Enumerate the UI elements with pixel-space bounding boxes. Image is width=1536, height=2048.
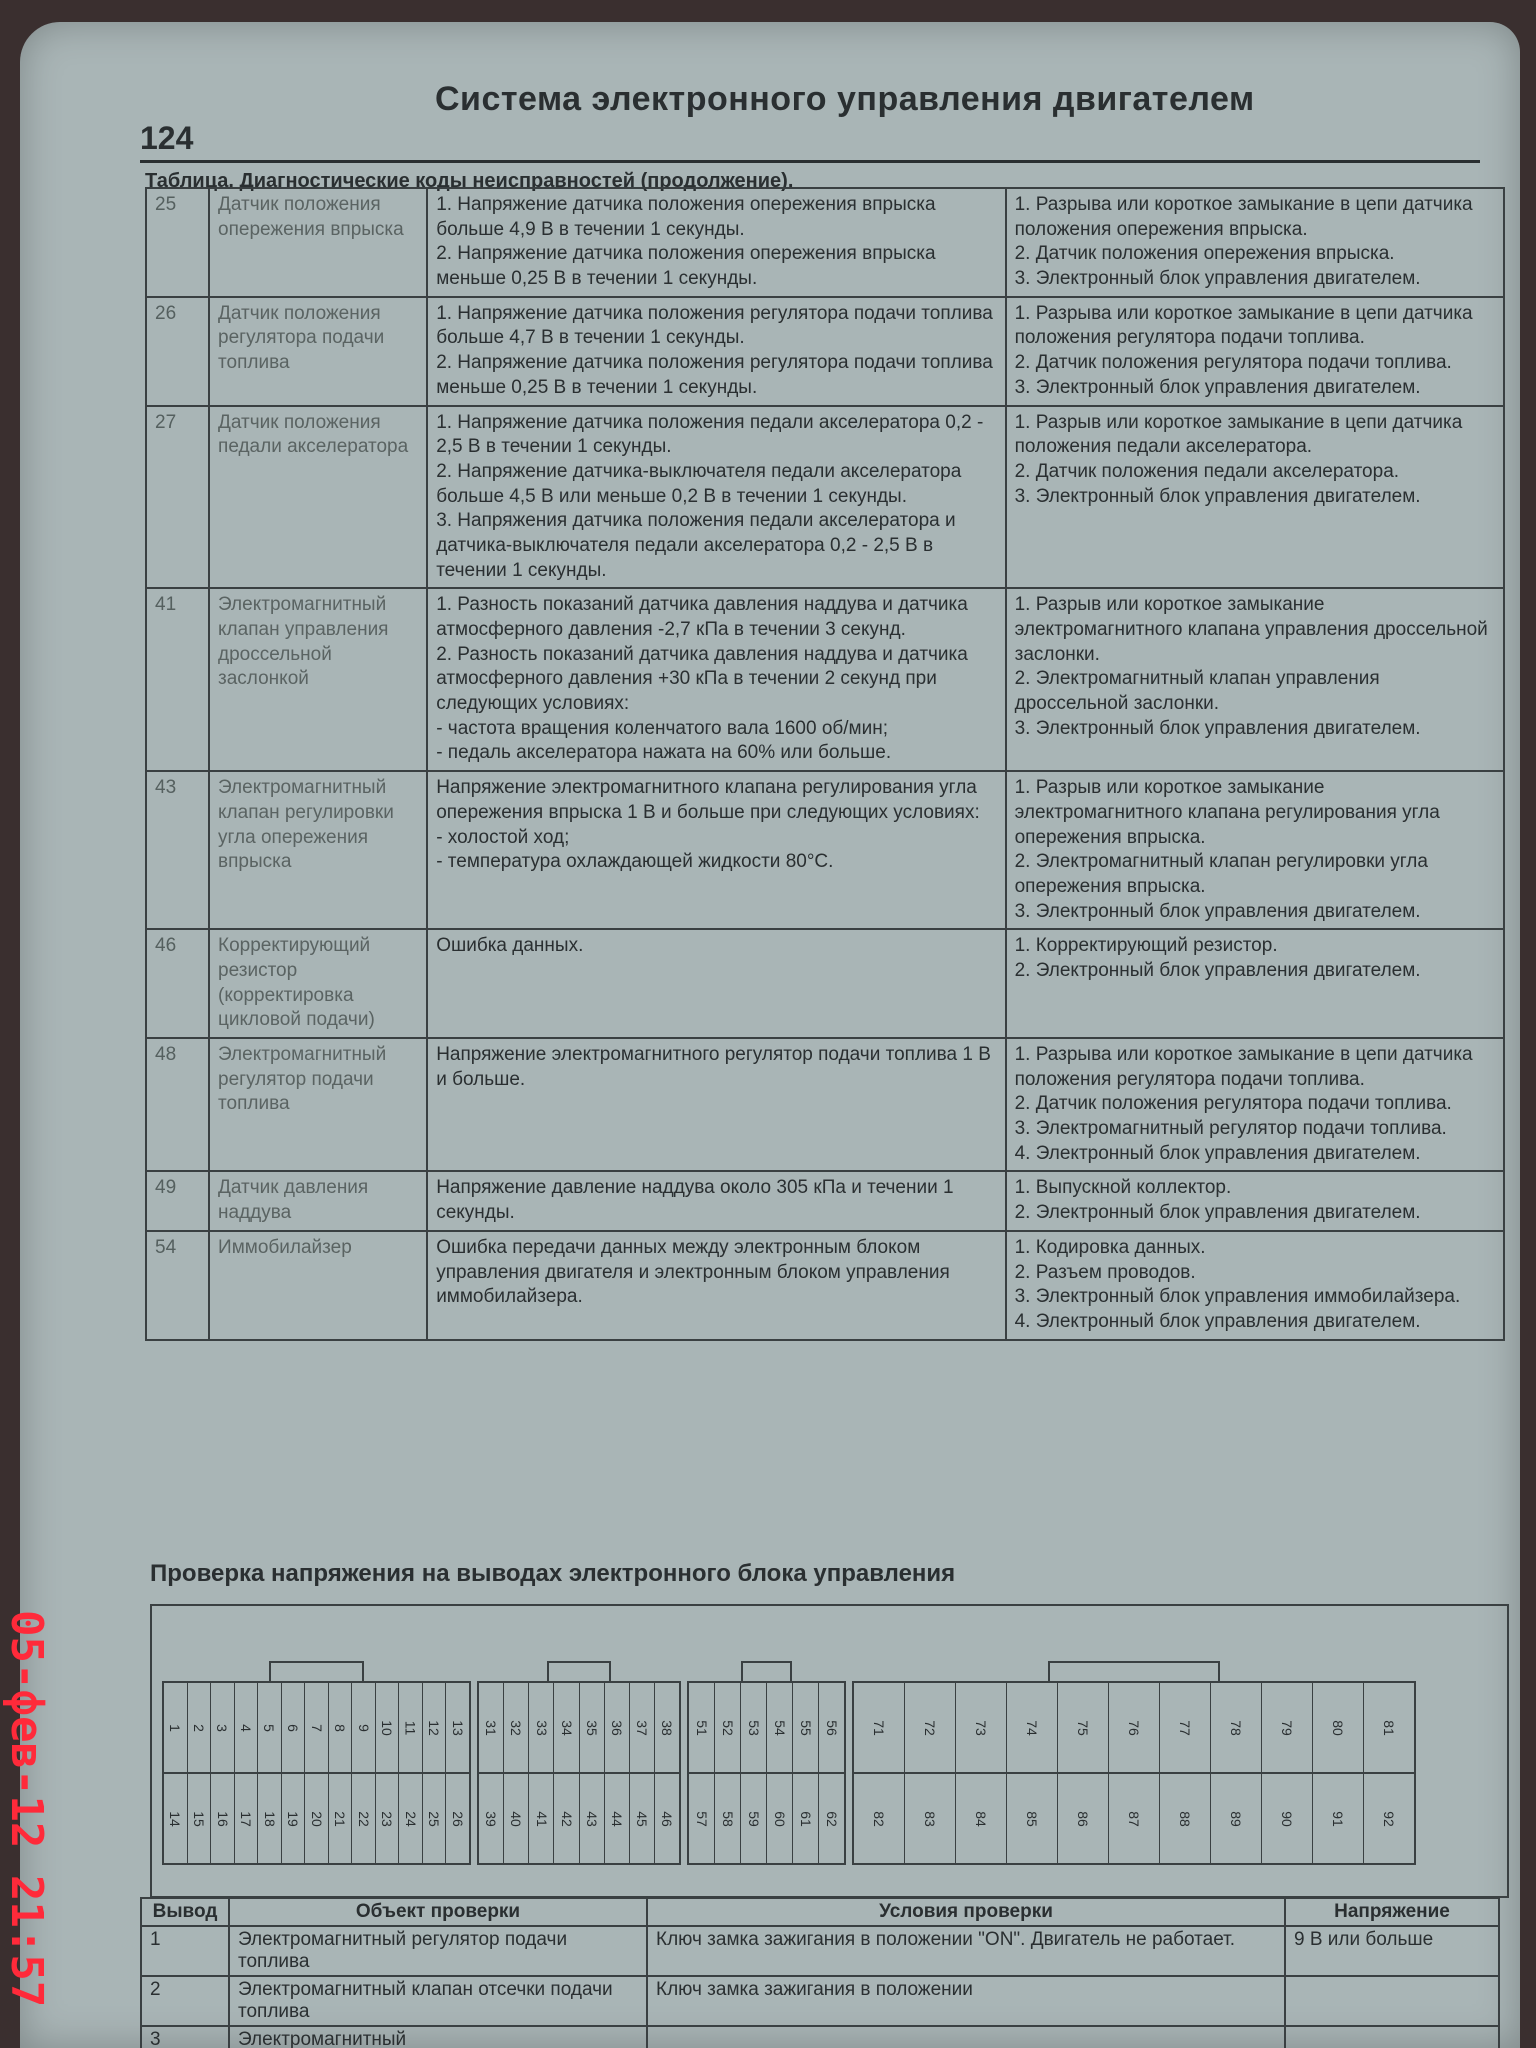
col-header-pin: Вывод: [141, 1898, 229, 1926]
pin-number: 88: [1159, 1774, 1210, 1863]
pin-row: [479, 1772, 679, 1863]
pin-number: 92: [1363, 1774, 1414, 1863]
pin-number: 20: [304, 1774, 328, 1863]
condition-cell: Ключ замка зажигания в положении "ON". Двигатель не работает.: [647, 1926, 1285, 1976]
conditions-cell: [427, 1231, 1005, 1340]
condition-cell: Ключ замка зажигания в положении: [647, 1976, 1285, 2026]
pin-cell: 1: [141, 1926, 229, 1976]
conditions-cell: [427, 1038, 1005, 1171]
condition-line: 1. Разность показаний датчика давления наддува и датчика атмосферного давления -2,7 кПа в течении 3 секунд.: [436, 594, 968, 640]
table-row: [146, 929, 1504, 1038]
table-row: [141, 1976, 1499, 2026]
pin-number: 36: [604, 1683, 629, 1772]
code-cell: 41: [146, 588, 209, 771]
pin-number: 16: [210, 1774, 234, 1863]
pin-number: 22: [351, 1774, 375, 1863]
component-cell: Электромагнитный клапан регулировки угла опережения впрыска: [209, 771, 427, 929]
conditions-cell: [427, 1171, 1005, 1230]
code-cell: 25: [146, 188, 209, 297]
cause-line: 2. Электромагнитный клапан регулировки угла опережения впрыска.: [1014, 851, 1428, 897]
condition-line: Ошибка данных.: [436, 935, 584, 957]
pin-number: 89: [1210, 1774, 1261, 1863]
conditions-cell: [427, 771, 1005, 929]
table-caption: Таблица. Диагностические коды неисправностей (продолжение).: [145, 170, 794, 192]
table-row: [146, 297, 1504, 406]
pin-number: 54: [766, 1683, 792, 1772]
pin-number: 1: [167, 1723, 184, 1732]
code-cell: 46: [146, 929, 209, 1038]
cause-line: 3. Электронный блок управления двигателем.: [1014, 900, 1421, 922]
pin-number: 19: [281, 1774, 305, 1863]
table-row: [146, 1038, 1504, 1171]
object-cell: Электромагнитный клапан отсечки подачи топлива: [229, 1976, 647, 2026]
table-row: [146, 188, 1504, 297]
cause-line: 1. Разрыва или короткое замыкание в цепи датчика положения регулятора подачи топлива.: [1014, 302, 1473, 349]
table-row: [146, 588, 1504, 771]
pin-row: [164, 1772, 469, 1863]
pin-number: 57: [693, 1810, 710, 1827]
pin-number: 74: [1006, 1683, 1057, 1772]
pin-number: 83: [904, 1774, 955, 1863]
pin-row: [479, 1683, 679, 1772]
pin-number: 17: [234, 1774, 258, 1863]
pin-number: 2: [187, 1683, 211, 1772]
connector-key: [547, 1661, 611, 1683]
pin-number: 10: [375, 1683, 399, 1772]
pin-number: 60: [766, 1774, 792, 1863]
cause-line: 4. Электронный блок управления двигателем.: [1014, 1142, 1421, 1164]
diagnostic-codes-table: [145, 187, 1505, 1341]
pin-number: 80: [1312, 1683, 1363, 1772]
book-page: [20, 22, 1520, 2048]
pin-number: 21: [328, 1774, 352, 1863]
table-row: [141, 2026, 1499, 2048]
component-cell: Корректирующий резистор (корректировка цикловой подачи): [209, 929, 427, 1038]
causes-cell: [1006, 188, 1504, 297]
pin-number: 32: [503, 1683, 528, 1772]
cause-line: 3. Электронный блок управления иммобилайзера.: [1014, 1286, 1461, 1308]
pin-number: 78: [1210, 1683, 1261, 1772]
connector-block: [852, 1681, 1416, 1865]
pin-number: 39: [483, 1810, 500, 1827]
pin-number: 34: [553, 1683, 578, 1772]
condition-line: 2. Разность показаний датчика давления наддува и датчика атмосферного давления +30 кПа в течении 2 секунд при следующих условиях:: [436, 643, 968, 715]
code-cell: 48: [146, 1038, 209, 1171]
cause-line: 4. Электронный блок управления двигателем.: [1014, 1310, 1421, 1332]
pin-number: 5: [257, 1683, 281, 1772]
condition-line: 1. Напряжение датчика положения педали акселератора 0,2 - 2,5 В в течении 1 секунды.: [436, 411, 984, 458]
component-cell: Датчик положения педали акселератора: [209, 406, 427, 589]
pin-number: 53: [740, 1683, 766, 1772]
condition-cell: [647, 2026, 1285, 2048]
pin-number: 23: [375, 1774, 399, 1863]
cause-line: 1. Выпускной коллектор.: [1014, 1177, 1232, 1199]
condition-line: 1. Напряжение датчика положения опережения впрыска больше 4,9 В в течении 1 секунды.: [436, 194, 936, 240]
cause-line: 2. Электронный блок управления двигателем.: [1014, 959, 1421, 981]
cause-line: 3. Электромагнитный регулятор подачи топлива.: [1014, 1118, 1447, 1140]
table-row: [146, 771, 1504, 929]
pin-number: 26: [445, 1774, 469, 1863]
col-header-condition: Условия проверки: [647, 1898, 1285, 1926]
pin-number: 12: [422, 1683, 446, 1772]
condition-line: Напряжение электромагнитного клапана регулирования угла опережения впрыска 1 В и больше при следующих условиях:: [436, 777, 980, 823]
pin-row: [164, 1683, 469, 1772]
conditions-cell: [427, 188, 1005, 297]
component-cell: Электромагнитный клапан управления дроссельной заслонкой: [209, 588, 427, 771]
table-row: [146, 1231, 1504, 1340]
pin-number: 37: [629, 1683, 654, 1772]
pin-number: 61: [792, 1774, 818, 1863]
connector-block: [687, 1681, 846, 1865]
causes-cell: [1006, 1231, 1504, 1340]
header-rule: [140, 160, 1480, 163]
pin-number: 79: [1261, 1683, 1312, 1772]
pin-number: 11: [398, 1683, 422, 1772]
pin-number: 18: [257, 1774, 281, 1863]
pin-number: 14: [167, 1810, 184, 1827]
condition-line: 2. Напряжение датчика-выключателя педали акселератора больше 4,5 В или меньше 0,2 В в течении 1 секунды.: [436, 460, 962, 507]
pin-number: 33: [528, 1683, 553, 1772]
pin-number: 82: [870, 1810, 887, 1827]
pin-number: 4: [234, 1683, 258, 1772]
cause-line: 2. Датчик положения регулятора подачи топлива.: [1014, 352, 1452, 374]
pin-cell: 2: [141, 1976, 229, 2026]
pin-number: 9: [351, 1683, 375, 1772]
conditions-cell: [427, 929, 1005, 1038]
causes-cell: [1006, 1171, 1504, 1230]
pin-number: 41: [528, 1774, 553, 1863]
condition-line: 1. Напряжение датчика положения регулятора подачи топлива больше 4,7 В в течении 1 секунды.: [436, 302, 993, 349]
cause-line: 2. Датчик положения опережения впрыска.: [1014, 243, 1395, 265]
connector-block: [162, 1681, 471, 1865]
causes-cell: [1006, 406, 1504, 589]
pin-row: [689, 1683, 844, 1772]
causes-cell: [1006, 297, 1504, 406]
pin-number: 52: [714, 1683, 740, 1772]
condition-line: 2. Напряжение датчика положения регулятора подачи топлива меньше 0,25 В в течении 1 секунды.: [436, 352, 993, 398]
page-header: [140, 62, 1510, 162]
cause-line: 1. Разрыв или короткое замыкание электромагнитного клапана управления дроссельной заслонки.: [1014, 594, 1488, 665]
pin-number: 77: [1159, 1683, 1210, 1772]
cause-line: 3. Электронный блок управления двигателем.: [1014, 485, 1421, 507]
object-cell: Электромагнитный: [229, 2026, 647, 2048]
connector-diagram: [150, 1604, 1509, 1898]
pin-number: 46: [654, 1774, 679, 1863]
cause-line: 3. Электронный блок управления двигателем.: [1014, 376, 1421, 398]
pin-number: 91: [1312, 1774, 1363, 1863]
cause-line: 2. Датчик положения регулятора подачи топлива.: [1014, 1093, 1452, 1115]
component-cell: Датчик положения опережения впрыска: [209, 188, 427, 297]
pin-number: 45: [629, 1774, 654, 1863]
conditions-cell: [427, 588, 1005, 771]
photo-timestamp: 05-фев-12 21:57: [1, 1610, 52, 2008]
pin-number: 75: [1057, 1683, 1108, 1772]
cause-line: 1. Разрыв или короткое замыкание в цепи датчика положения педали акселератора.: [1014, 411, 1463, 458]
connector-key: [741, 1661, 792, 1683]
table-row: [146, 406, 1504, 589]
pin-number: 71: [870, 1719, 887, 1736]
connector-key: [1048, 1661, 1220, 1683]
cause-line: 1. Кодировка данных.: [1014, 1236, 1206, 1258]
pin-row: [854, 1772, 1414, 1863]
pin-number: 15: [187, 1774, 211, 1863]
pin-number: 73: [955, 1683, 1006, 1772]
voltage-cell: [1285, 2026, 1499, 2048]
component-cell: Датчик положения регулятора подачи топлива: [209, 297, 427, 406]
pin-number: 7: [304, 1683, 328, 1772]
condition-line: 2. Напряжение датчика положения опережения впрыска меньше 0,25 В в течении 1 секунды.: [436, 243, 936, 290]
pin-number: 8: [328, 1683, 352, 1772]
pin-number: 40: [503, 1774, 528, 1863]
cause-line: 1. Разрыва или короткое замыкание в цепи датчика положения опережения впрыска.: [1014, 194, 1473, 240]
causes-cell: [1006, 929, 1504, 1038]
pin-number: 86: [1057, 1774, 1108, 1863]
pin-number: 13: [445, 1683, 469, 1772]
component-cell: Электромагнитный регулятор подачи топлива: [209, 1038, 427, 1171]
pin-check-table: [140, 1897, 1500, 2048]
code-cell: 49: [146, 1171, 209, 1230]
cause-line: 1. Корректирующий резистор.: [1014, 935, 1278, 957]
causes-cell: [1006, 771, 1504, 929]
pin-number: 56: [818, 1683, 844, 1772]
code-cell: 43: [146, 771, 209, 929]
pin-number: 42: [553, 1774, 578, 1863]
condition-line: Напряжение давление наддува около 305 кПа и течении 1 секунды.: [436, 1177, 954, 1224]
table-row: [141, 1926, 1499, 1976]
pin-number: 90: [1261, 1774, 1312, 1863]
pin-cell: 3: [141, 2026, 229, 2048]
condition-line: - частота вращения коленчатого вала 1600 об/мин;: [436, 717, 889, 739]
cause-line: 2. Электромагнитный клапан управления дроссельной заслонки.: [1014, 668, 1380, 715]
pin-number: 3: [210, 1683, 234, 1772]
page-title: Система электронного управления двигателем: [435, 80, 1255, 118]
pin-number: 62: [818, 1774, 844, 1863]
page-number: 124: [140, 120, 194, 156]
pin-number: 24: [398, 1774, 422, 1863]
object-cell: Электромагнитный регулятор подачи топлива: [229, 1926, 647, 1976]
cause-line: 1. Разрыв или короткое замыкание электромагнитного клапана регулирования угла опережения впрыска.: [1014, 777, 1440, 848]
connector-block: [477, 1681, 681, 1865]
condition-line: Ошибка передачи данных между электронным блоком управления двигателя и электронным блоком управления иммобилайзера.: [436, 1236, 950, 1308]
cause-line: 1. Разрыва или короткое замыкание в цепи датчика положения регулятора подачи топлива.: [1014, 1044, 1473, 1090]
code-cell: 27: [146, 406, 209, 589]
cause-line: 2. Электронный блок управления двигателем.: [1014, 1202, 1421, 1224]
cause-line: 2. Датчик положения педали акселератора.: [1014, 460, 1400, 482]
pin-number: 72: [904, 1683, 955, 1772]
pin-number: 85: [1006, 1774, 1057, 1863]
col-header-voltage: Напряжение: [1285, 1898, 1499, 1926]
voltage-cell: [1285, 1976, 1499, 2026]
pin-number: 59: [740, 1774, 766, 1863]
pin-number: 81: [1363, 1683, 1414, 1772]
pin-number: 6: [281, 1683, 305, 1772]
voltage-cell: 9 В или больше: [1285, 1926, 1499, 1976]
component-cell: Датчик давления наддува: [209, 1171, 427, 1230]
pin-number: 38: [654, 1683, 679, 1772]
pin-number: 55: [792, 1683, 818, 1772]
pin-number: 58: [714, 1774, 740, 1863]
pin-number: 76: [1108, 1683, 1159, 1772]
condition-line: - холостой ход;: [436, 826, 570, 848]
col-header-object: Объект проверки: [229, 1898, 647, 1926]
component-cell: Иммобилайзер: [209, 1231, 427, 1340]
condition-line: 3. Напряжения датчика положения педали акселератора и датчика-выключателя педали акселератора 0,2 - 2,5 В в течении 1 секунды.: [436, 510, 956, 581]
cause-line: 2. Разъем проводов.: [1014, 1261, 1196, 1283]
section-title: Проверка напряжения на выводах электронного блока управления: [150, 1560, 956, 1587]
pin-number: 44: [604, 1774, 629, 1863]
pin-number: 51: [693, 1719, 710, 1736]
pin-number: 87: [1108, 1774, 1159, 1863]
condition-line: - педаль акселератора нажата на 60% или больше.: [436, 742, 892, 764]
conditions-cell: [427, 297, 1005, 406]
pin-number: 35: [579, 1683, 604, 1772]
conditions-cell: [427, 406, 1005, 589]
pin-row: [689, 1772, 844, 1863]
pin-row: [854, 1683, 1414, 1772]
causes-cell: [1006, 1038, 1504, 1171]
cause-line: 3. Электронный блок управления двигателем.: [1014, 268, 1421, 290]
condition-line: - температура охлаждающей жидкости 80°С.: [436, 851, 834, 873]
code-cell: 26: [146, 297, 209, 406]
pin-number: 43: [579, 1774, 604, 1863]
pin-number: 25: [422, 1774, 446, 1863]
pin-number: 31: [483, 1719, 500, 1736]
connector-key: [269, 1661, 365, 1683]
pin-number: 84: [955, 1774, 1006, 1863]
code-cell: 54: [146, 1231, 209, 1340]
causes-cell: [1006, 588, 1504, 771]
condition-line: Напряжение электромагнитного регулятор подачи топлива 1 В и больше.: [436, 1044, 991, 1090]
cause-line: 3. Электронный блок управления двигателем.: [1014, 717, 1421, 739]
table-row: [146, 1171, 1504, 1230]
